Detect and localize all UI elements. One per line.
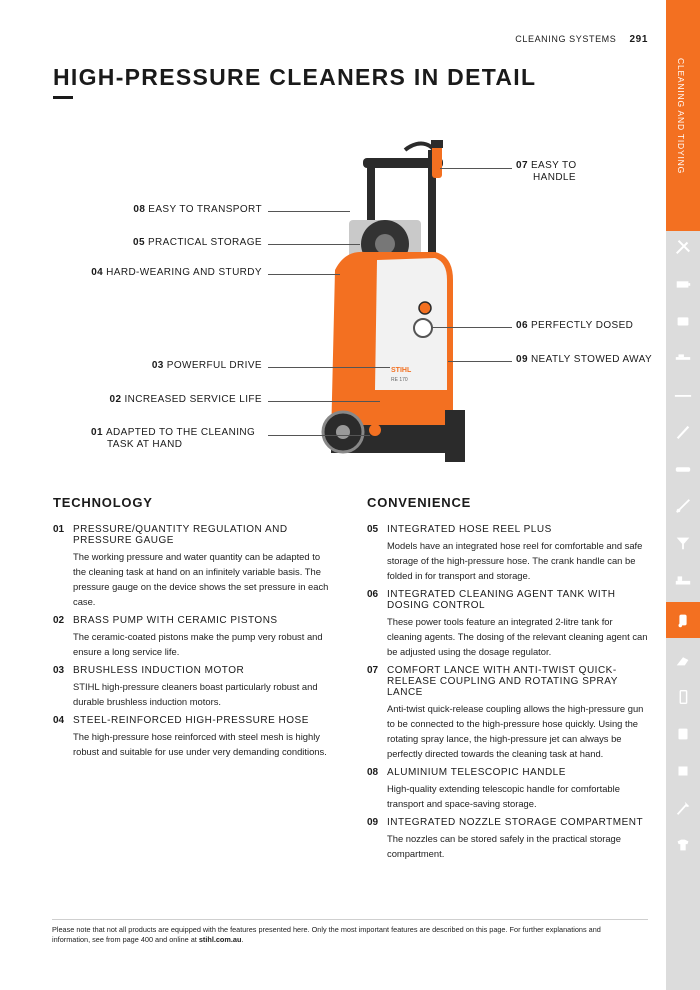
feature-number: 06 xyxy=(367,589,379,600)
callout-number: 01 xyxy=(91,427,103,438)
footer-text: Please note that not all products are equipped with the features presented here. Only the most important features are described on this page. For further explanations and information, see from page 400 and online at xyxy=(52,925,601,944)
page-number: 291 xyxy=(629,34,648,45)
clothing-icon[interactable] xyxy=(666,830,700,860)
feature-title: INTEGRATED NOZZLE STORAGE COMPARTMENT xyxy=(387,817,644,828)
feature-title: PRESSURE/QUANTITY REGULATION AND PRESSURE GAUGE xyxy=(73,524,288,546)
callout-08 xyxy=(133,204,262,216)
feature-number: 01 xyxy=(53,524,65,535)
pole-pruner-icon[interactable] xyxy=(666,380,700,410)
callout-text-line2: TASK AT HAND xyxy=(107,439,183,450)
pressure-cleaner-illustration xyxy=(305,140,485,480)
battery-pack-icon[interactable] xyxy=(666,306,700,336)
callout-number: 05 xyxy=(133,237,145,248)
feature-description: Anti-twist quick-release coupling allows the high-pressure gun to be connected to the high-pressure hose quickly. Using the rotating spray lance, the high-pressure jet can always be perfectly directed towards the cleaning task at hand. xyxy=(387,703,644,759)
pressure-cleaner-icon[interactable] xyxy=(666,602,700,638)
callout-06 xyxy=(516,320,633,332)
feature-number: 07 xyxy=(367,665,379,676)
callout-text: PRACTICAL STORAGE xyxy=(147,237,262,248)
feature-description: The working pressure and water quantity can be adapted to the cleaning task at hand on an infinitely variable basis. The pressure gauge on the device shows the set pressure in each case. xyxy=(73,551,329,607)
section-name: CLEANING SYSTEMS xyxy=(515,34,617,44)
technology-heading: TECHNOLOGY xyxy=(53,495,153,510)
footer-end: . xyxy=(241,935,244,944)
rear-foot xyxy=(445,410,465,462)
blower-icon[interactable] xyxy=(666,528,700,558)
feature-description: Models have an integrated hose reel for comfortable and safe storage of the high-pressure hose. The crank handle can be folded in for transport and storage. xyxy=(387,540,643,581)
hedge-trimmer-icon[interactable] xyxy=(666,454,700,484)
feature-number: 02 xyxy=(53,615,65,626)
callout-number: 07 xyxy=(516,160,528,171)
product-model: RE 170 xyxy=(391,377,408,383)
leader-line xyxy=(268,244,360,245)
page-title: HIGH-PRESSURE CLEANERS IN DETAIL xyxy=(53,64,537,90)
chapter-tab-active[interactable] xyxy=(666,0,700,231)
chapter-sidebar xyxy=(666,0,700,990)
feature-number: 04 xyxy=(53,715,65,726)
callout-text: EASY TO TRANSPORT xyxy=(148,204,262,215)
axe-icon[interactable] xyxy=(666,793,700,823)
callout-text: HARD-WEARING AND STURDY xyxy=(106,267,262,278)
feature-title: COMFORT LANCE WITH ANTI-TWIST QUICK-RELEASE COUPLING AND ROTATING SPRAY LANCE xyxy=(387,665,618,698)
leader-line xyxy=(268,367,390,368)
feature-title: BRASS PUMP WITH CERAMIC PISTONS xyxy=(73,615,278,626)
callout-number: 09 xyxy=(516,354,528,365)
callout-04 xyxy=(91,267,262,279)
feature-item xyxy=(53,615,335,659)
feature-number: 08 xyxy=(367,767,379,778)
callout-text: INCREASED SERVICE LIFE xyxy=(124,394,262,405)
trimmer-icon[interactable] xyxy=(666,417,700,447)
callout-02 xyxy=(110,394,262,406)
outlet-connector xyxy=(369,424,381,436)
callout-text: ADAPTED TO THE CLEANING xyxy=(105,427,256,438)
brushcutter-icon[interactable] xyxy=(666,491,700,521)
callout-text: EASY TO xyxy=(530,160,577,171)
callout-number: 06 xyxy=(516,320,528,331)
feature-description: The ceramic-coated pistons make the pump very robust and ensure a long service life. xyxy=(73,631,323,657)
wheel-hub xyxy=(336,425,350,439)
convenience-column xyxy=(367,495,649,867)
feature-item xyxy=(53,715,335,759)
footer-link[interactable]: stihl.com.au xyxy=(198,935,242,944)
running-header xyxy=(515,34,648,45)
callout-07 xyxy=(516,160,577,184)
convenience-heading: CONVENIENCE xyxy=(367,495,472,510)
leader-line xyxy=(268,211,350,212)
handle-grip xyxy=(363,158,443,168)
protective-gear-icon[interactable] xyxy=(666,756,700,786)
leader-line xyxy=(268,435,370,436)
callout-number: 08 xyxy=(133,204,146,215)
leader-line xyxy=(448,361,512,362)
feature-title: INTEGRATED HOSE REEL PLUS xyxy=(387,524,552,535)
feature-description: STIHL high-pressure cleaners boast particularly robust and durable brushless induction motors. xyxy=(73,681,318,707)
feature-item xyxy=(367,524,649,583)
feature-title: BRUSHLESS INDUCTION MOTOR xyxy=(73,665,245,676)
earth-auger-icon[interactable] xyxy=(666,565,700,595)
callout-01 xyxy=(91,427,255,451)
feature-item xyxy=(367,817,649,861)
callout-09 xyxy=(516,354,652,366)
callout-text: PERFECTLY DOSED xyxy=(530,320,634,331)
chapter-label: CLEANING AND TIDYING xyxy=(676,58,686,174)
feature-title: STEEL-REINFORCED HIGH-PRESSURE HOSE xyxy=(73,715,309,726)
callout-text: POWERFUL DRIVE xyxy=(166,360,262,371)
leader-line xyxy=(440,168,512,169)
callout-number: 04 xyxy=(91,267,104,278)
leader-line xyxy=(268,401,380,402)
feature-number: 05 xyxy=(367,524,379,535)
callout-03 xyxy=(152,360,262,372)
technology-column xyxy=(53,495,335,765)
callout-05 xyxy=(133,237,262,249)
spray-gun-top xyxy=(431,140,443,148)
feature-description: These power tools feature an integrated 2-litre tank for cleaning agents. The dosing of the relevant cleaning agent can be adjusted using the dosage regulator. xyxy=(387,616,648,657)
feature-description: The high-pressure hose reinforced with steel mesh is highly robust and suitable for use under very demanding conditions. xyxy=(73,731,327,757)
footer-note xyxy=(52,925,612,945)
vacuum-icon[interactable] xyxy=(666,645,700,675)
mobile-icon[interactable] xyxy=(666,682,700,712)
callout-number: 02 xyxy=(109,394,122,405)
feature-description: High-quality extending telescopic handle for comfortable transport and space-saving storage. xyxy=(387,783,620,809)
feature-number: 03 xyxy=(53,665,65,676)
pressure-regulator xyxy=(419,302,431,314)
battery-icon[interactable] xyxy=(666,269,700,299)
footer-divider xyxy=(52,919,648,920)
reel-hub xyxy=(375,234,395,254)
pressure-gauge xyxy=(414,319,432,337)
feature-description: The nozzles can be stored safely in the practical storage compartment. xyxy=(387,833,621,859)
feature-title: ALUMINIUM TELESCOPIC HANDLE xyxy=(387,767,566,778)
callout-number: 03 xyxy=(151,360,164,371)
feature-item xyxy=(53,665,335,709)
feature-number: 09 xyxy=(367,817,379,828)
tools-icon[interactable] xyxy=(666,232,700,262)
feature-item xyxy=(367,589,649,659)
callout-text: NEATLY STOWED AWAY xyxy=(530,354,653,365)
title-underline xyxy=(53,96,73,99)
accessories-icon[interactable] xyxy=(666,719,700,749)
feature-title: INTEGRATED CLEANING AGENT TANK WITH DOSING CONTROL xyxy=(387,589,616,611)
leader-line xyxy=(432,327,512,328)
callout-text-line2: HANDLE xyxy=(533,172,576,183)
product-logo: STIHL xyxy=(391,367,412,374)
chainsaw-icon[interactable] xyxy=(666,343,700,373)
feature-item xyxy=(367,767,649,811)
feature-item xyxy=(367,665,649,761)
chapter-icon-list xyxy=(666,232,700,867)
feature-item xyxy=(53,524,335,609)
leader-line xyxy=(268,274,340,275)
